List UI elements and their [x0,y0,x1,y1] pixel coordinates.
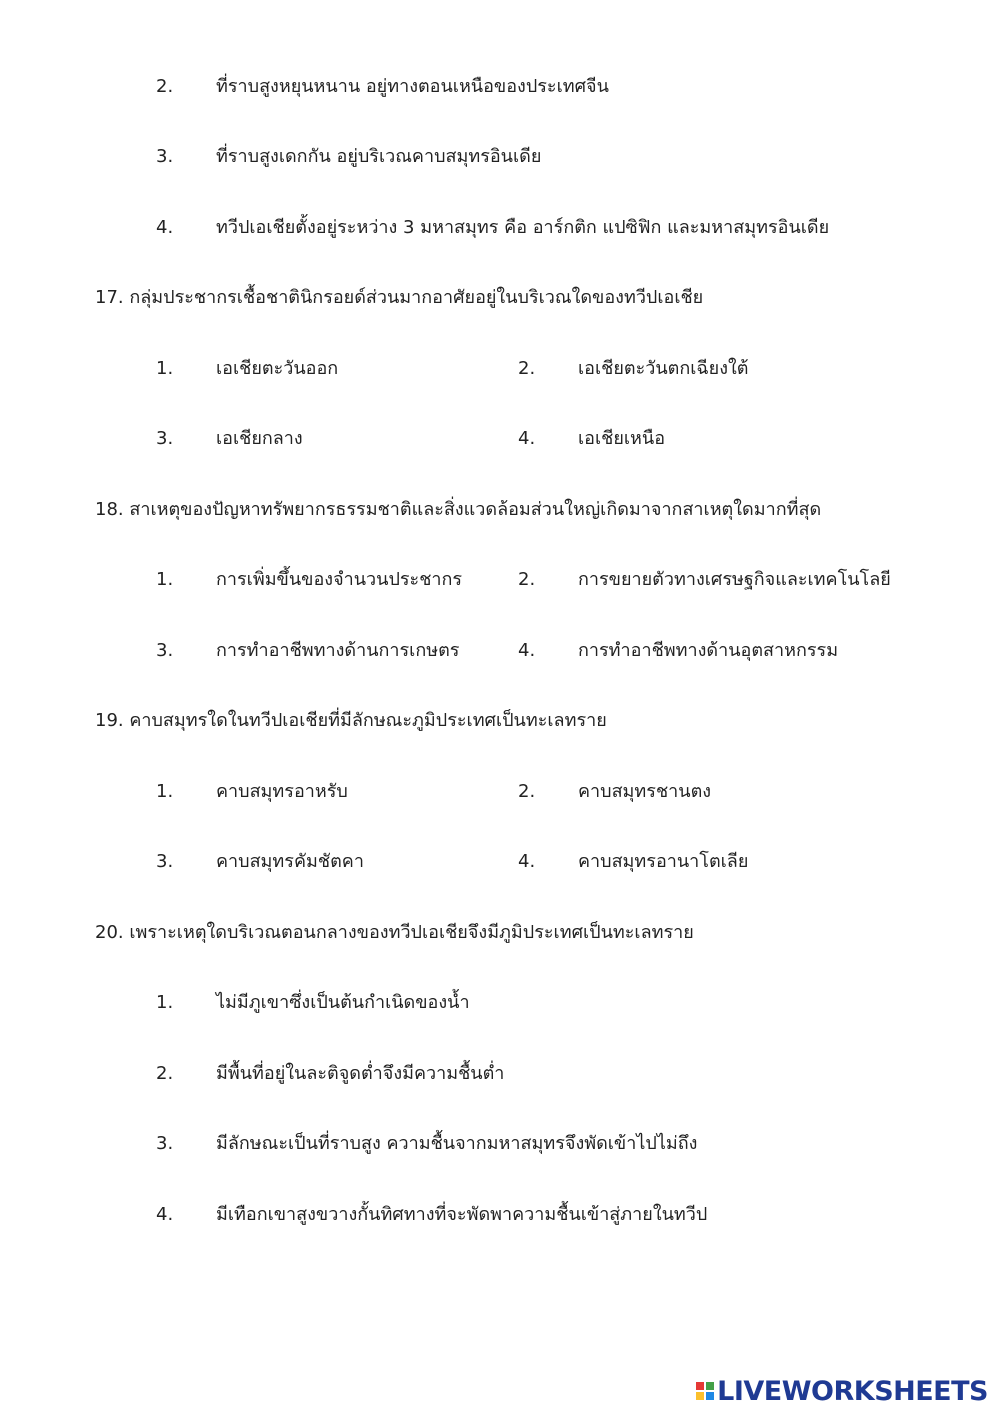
option-text: การทำอาชีพทางด้านอุตสาหกรรม [578,640,839,661]
option-text: ทวีปเอเชียตั้งอยู่ระหว่าง 3 มหาสมุทร คือ อาร์กติก แปซิฟิก และมหาสมุทรอินเดีย [216,217,830,238]
logo-text: LIVEWORKSHEETS [717,1375,988,1407]
question-text: 20. เพราะเหตุใดบริเวณตอนกลางของทวีปเอเชียจึงมีภูมิประเทศเป็นทะเลทราย [95,922,694,943]
option-text: คาบสมุทรอาหรับ [216,781,348,802]
question-20 [0,918,1000,948]
option-number: 2. [518,781,536,802]
options-row [0,424,1000,454]
option-text: การเพิ่มขึ้นของจำนวนประชากร [216,569,463,590]
option-number: 3. [156,851,174,872]
liveworksheets-logo-icon [696,1382,714,1400]
option-number: 1. [156,992,174,1013]
option-number: 2. [518,569,536,590]
list-item [0,1200,1000,1230]
option-number: 2. [156,76,174,97]
option-number: 4. [518,851,536,872]
options-row [0,847,1000,877]
list-item [0,142,1000,172]
option-text: ไม่มีภูเขาซึ่งเป็นต้นกำเนิดของน้ำ [216,992,470,1013]
options-row [0,777,1000,807]
options-row [0,354,1000,384]
option-number: 4. [156,217,174,238]
option-text: มีลักษณะเป็นที่ราบสูง ความชื้นจากมหาสมุทรจึงพัดเข้าไปไม่ถึง [216,1133,698,1154]
option-text: เอเชียตะวันตกเฉียงใต้ [578,358,749,379]
option-number: 3. [156,146,174,167]
option-text: ที่ราบสูงเดกกัน อยู่บริเวณคาบสมุทรอินเดีย [216,146,542,167]
option-number: 4. [518,428,536,449]
option-number: 1. [156,358,174,379]
option-number: 3. [156,428,174,449]
question-text: 17. กลุ่มประชากรเชื้อชาตินิกรอยด์ส่วนมากอาศัยอยู่ในบริเวณใดของทวีปเอเชีย [95,287,704,308]
liveworksheets-logo[interactable] [696,1374,988,1408]
list-item [0,1059,1000,1089]
question-text: 18. สาเหตุของปัญหาทรัพยากรธรรมชาติและสิ่งแวดล้อมส่วนใหญ่เกิดมาจากสาเหตุใดมากที่สุด [95,499,822,520]
option-text: คาบสมุทรคัมชัตคา [216,851,364,872]
option-number: 2. [518,358,536,379]
option-number: 4. [518,640,536,661]
option-text: เอเชียกลาง [216,428,303,449]
option-text: การขยายตัวทางเศรษฐกิจและเทคโนโลยี [578,569,891,590]
option-text: คาบสมุทรชานตง [578,781,712,802]
options-row [0,636,1000,666]
option-text: เอเชียเหนือ [578,428,666,449]
option-text: มีพื้นที่อยู่ในละติจูดต่ำจึงมีความชื้นต่ำ [216,1063,505,1084]
option-number: 1. [156,569,174,590]
list-item [0,213,1000,243]
option-text: มีเทือกเขาสูงขวางกั้นทิศทางที่จะพัดพาความชื้นเข้าสู่ภายในทวีป [216,1204,708,1225]
question-19 [0,706,1000,736]
option-text: คาบสมุทรอานาโตเลีย [578,851,749,872]
question-17 [0,283,1000,313]
options-row [0,565,1000,595]
list-item [0,988,1000,1018]
option-text: ที่ราบสูงหยุนหนาน อยู่ทางตอนเหนือของประเทศจีน [216,76,609,97]
option-number: 3. [156,1133,174,1154]
option-number: 3. [156,640,174,661]
question-text: 19. คาบสมุทรใดในทวีปเอเชียที่มีลักษณะภูมิประเทศเป็นทะเลทราย [95,710,607,731]
option-number: 2. [156,1063,174,1084]
question-18 [0,495,1000,525]
option-number: 4. [156,1204,174,1225]
list-item [0,72,1000,102]
option-text: เอเชียตะวันออก [216,358,339,379]
list-item [0,1129,1000,1159]
option-text: การทำอาชีพทางด้านการเกษตร [216,640,460,661]
option-number: 1. [156,781,174,802]
